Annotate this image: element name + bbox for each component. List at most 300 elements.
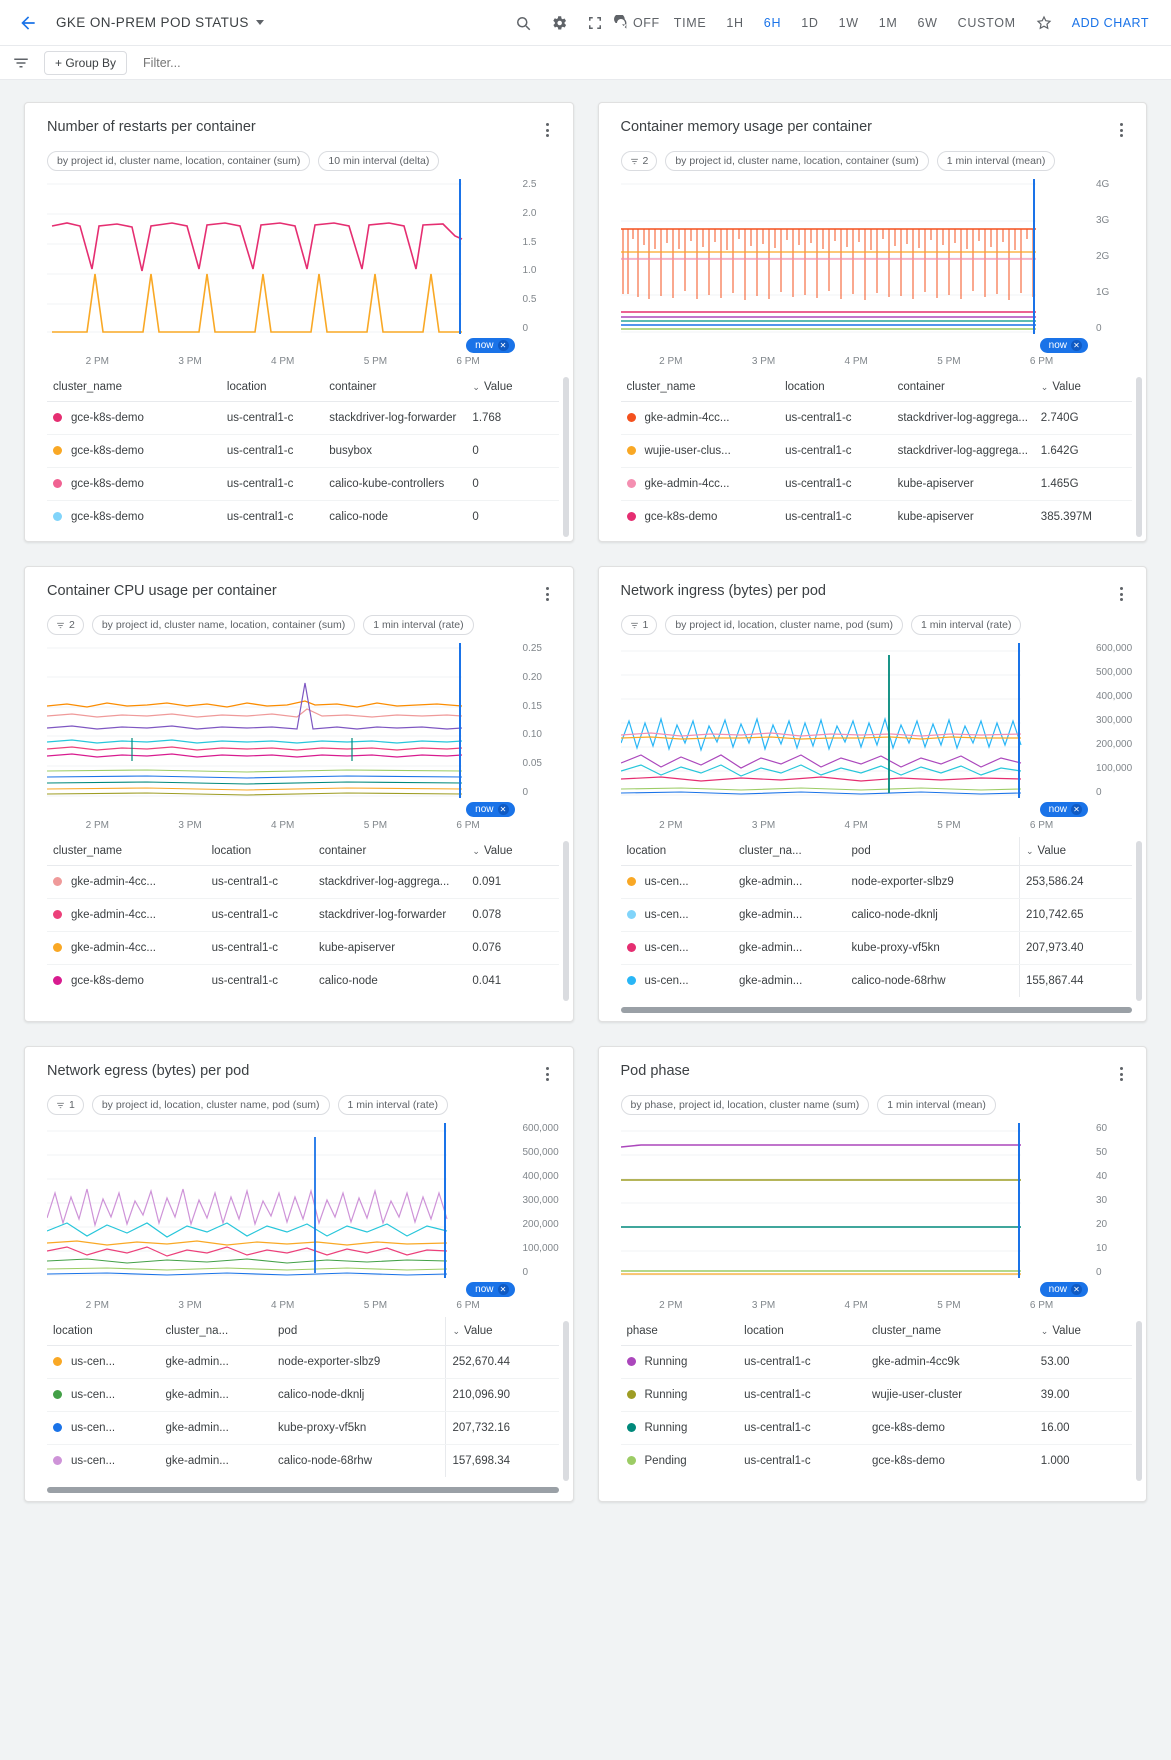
col-value[interactable]: ⌄ Value [466, 373, 558, 402]
cell-value: 253,586.24 [1019, 866, 1132, 899]
y-axis-labels [1092, 643, 1132, 798]
line-chart[interactable] [47, 1123, 559, 1298]
y-axis-labels [519, 179, 559, 334]
data-table [621, 373, 1133, 533]
chip-groupby[interactable]: by project id, location, cluster name, pod (sum) [92, 1095, 330, 1115]
card-container-cpu-usage-per-container [24, 566, 574, 1022]
table-row[interactable] [47, 932, 559, 965]
series-color-dot [627, 877, 636, 886]
card-menu-icon[interactable] [1110, 1063, 1132, 1085]
close-icon[interactable]: ✕ [1071, 340, 1082, 351]
x-tick: 6 PM [456, 356, 480, 367]
star-icon[interactable] [1026, 5, 1062, 41]
x-tick: 6 PM [1029, 356, 1054, 367]
range-1w[interactable]: 1W [838, 15, 859, 30]
cell-pod: calico-node-68rhw [851, 975, 946, 987]
col-cluster-name[interactable]: cluster_na... [733, 837, 846, 866]
y-tick: 0.10 [522, 729, 542, 741]
table-row[interactable] [621, 1379, 1133, 1412]
table-header-row [621, 373, 1133, 402]
legend-table [599, 831, 1147, 1005]
chart-svg [621, 1123, 1081, 1281]
table-scrollbar[interactable] [563, 377, 569, 537]
x-tick: 4 PM [271, 1300, 295, 1311]
x-tick: 4 PM [844, 356, 868, 367]
cell-location: us-central1-c [785, 511, 852, 523]
col-pod[interactable]: pod [846, 837, 1020, 866]
chart-grid [0, 80, 1171, 1528]
col-location[interactable]: location [221, 373, 323, 402]
cell-location: us-cen... [71, 1422, 116, 1434]
line-chart[interactable] [47, 179, 559, 354]
cell-location: us-central1-c [738, 1412, 866, 1445]
line-chart[interactable] [621, 643, 1133, 818]
col-value[interactable]: ⌄ Value [1019, 837, 1132, 866]
x-tick: 6 PM [1029, 820, 1054, 831]
table-header-row [47, 1317, 559, 1346]
cell-value: 385.397M [1040, 511, 1092, 523]
x-axis-labels [621, 354, 1133, 367]
x-tick: 6 PM [456, 1300, 480, 1311]
series-color-dot [53, 1423, 62, 1432]
card-title: Number of restarts per container [47, 119, 256, 135]
table-scrollbar[interactable] [563, 841, 569, 1001]
table-row[interactable] [621, 965, 1133, 998]
y-tick: 20 [1096, 1219, 1108, 1230]
table-row[interactable] [47, 1445, 559, 1478]
cell-cluster-name: gke-admin-4cc... [644, 412, 730, 424]
col-pod[interactable]: pod [272, 1317, 446, 1346]
card-network-ingress-bytes-per-pod [598, 566, 1148, 1022]
cell-container: calico-node [318, 975, 378, 987]
chart-svg [47, 179, 507, 337]
y-tick: 600,000 [1096, 643, 1133, 654]
x-tick: 3 PM [178, 820, 202, 831]
auto-refresh-label: OFF [632, 15, 660, 30]
plot-area [25, 1121, 573, 1311]
cell-location: us-cen... [644, 975, 689, 987]
card-menu-icon[interactable] [537, 1063, 559, 1085]
y-tick: 0.20 [522, 671, 542, 683]
fullscreen-icon[interactable] [577, 5, 613, 41]
table-row[interactable] [621, 1412, 1133, 1445]
cell-phase: Running [644, 1356, 688, 1368]
cell-cluster-name: gke-admin-4cc... [71, 942, 157, 954]
auto-refresh-toggle[interactable] [613, 15, 660, 31]
table-row[interactable] [47, 402, 559, 435]
card-title: Container memory usage per container [620, 119, 872, 135]
now-marker[interactable] [466, 1282, 514, 1297]
cell-location: us-central1-c [779, 435, 892, 468]
now-marker[interactable] [1040, 1282, 1088, 1297]
cell-cluster-name: gke-admin... [733, 866, 846, 899]
y-tick: 400,000 [522, 1171, 559, 1182]
card-pod-phase [598, 1046, 1148, 1502]
chip-filter-count[interactable]: 2 [47, 615, 84, 635]
y-tick: 3G [1096, 215, 1110, 226]
cell-pod: calico-node-68rhw [278, 1455, 372, 1467]
cell-container: stackdriver-log-forwarder [313, 899, 466, 932]
y-tick: 200,000 [1096, 739, 1133, 750]
now-marker[interactable] [466, 802, 514, 817]
table-scrollbar[interactable] [1136, 377, 1142, 537]
card-header [599, 1047, 1147, 1091]
y-tick: 0 [522, 1267, 529, 1278]
y-tick: 600,000 [522, 1123, 559, 1134]
table-scrollbar[interactable] [1136, 841, 1142, 1001]
cell-location: us-central1-c [206, 932, 313, 965]
table-row[interactable] [47, 501, 559, 534]
table-row[interactable] [621, 468, 1133, 501]
series-color-dot [53, 1357, 62, 1366]
cell-value: 1.000 [1040, 1455, 1070, 1467]
now-label: now [475, 340, 494, 351]
chip-interval[interactable]: 1 min interval (mean) [937, 151, 1056, 171]
table-row[interactable] [621, 402, 1133, 435]
x-axis-labels [621, 1298, 1133, 1311]
table-header-row [621, 1317, 1133, 1346]
table-row[interactable] [47, 899, 559, 932]
cell-location: us-central1-c [738, 1346, 866, 1379]
cell-location: us-central1-c [221, 435, 323, 468]
cell-value: 39.00 [1035, 1379, 1132, 1412]
table-row[interactable] [621, 1346, 1133, 1379]
cell-value: 0.091 [466, 866, 558, 899]
y-tick: 2.5 [522, 179, 537, 190]
y-tick: 30 [1096, 1195, 1108, 1206]
cell-value: 1.465G [1035, 468, 1132, 501]
now-label: now [1048, 340, 1067, 351]
search-icon[interactable] [505, 5, 541, 41]
table-row[interactable] [621, 899, 1133, 932]
range-1h[interactable]: 1H [726, 15, 744, 30]
col-value[interactable]: ⌄ Value [446, 1317, 559, 1346]
series-color-dot [53, 976, 62, 985]
cell-cluster-name: gke-admin-4cc... [71, 909, 157, 921]
y-tick: 300,000 [1096, 715, 1133, 726]
col-cluster-name[interactable]: cluster_name [47, 837, 206, 866]
x-tick: 5 PM [363, 356, 388, 367]
y-tick: 1.0 [522, 265, 537, 277]
card-menu-icon[interactable] [537, 583, 559, 605]
x-tick: 4 PM [844, 820, 868, 831]
card-header [25, 567, 573, 611]
close-icon[interactable]: ✕ [498, 340, 509, 351]
x-tick: 3 PM [751, 1300, 776, 1311]
chip-groupby[interactable]: by project id, location, cluster name, pod (sum) [665, 615, 903, 635]
x-tick: 2 PM [85, 356, 110, 367]
close-icon[interactable]: ✕ [1071, 1284, 1082, 1295]
chip-groupby[interactable]: by phase, project id, location, cluster name (sum) [621, 1095, 870, 1115]
cell-value: 0 [472, 511, 479, 523]
series-color-dot [627, 479, 636, 488]
close-icon[interactable]: ✕ [498, 1284, 509, 1295]
plot-area [25, 177, 573, 367]
now-marker[interactable] [1040, 338, 1088, 353]
add-chart-button[interactable]: ADD CHART [1071, 15, 1149, 30]
series-color-dot [627, 1357, 636, 1366]
x-tick: 5 PM [363, 1300, 388, 1311]
cell-location: us-central1-c [744, 1455, 811, 1467]
col-location[interactable]: location [47, 1317, 160, 1346]
table-row[interactable] [47, 1346, 559, 1379]
table-row[interactable] [47, 1379, 559, 1412]
card-chips [599, 1091, 1147, 1121]
col-value[interactable]: ⌄ Value [1035, 1317, 1132, 1346]
card-header [599, 103, 1147, 147]
filter-list-icon[interactable] [12, 54, 30, 72]
cell-value: 157,698.34 [446, 1445, 559, 1478]
cell-container: stackdriver-log-aggrega... [313, 866, 466, 899]
chip-interval[interactable]: 1 min interval (rate) [911, 615, 1021, 635]
cell-phase: Running [644, 1389, 688, 1401]
chip-filter-count[interactable]: 1 [47, 1095, 84, 1115]
x-tick: 5 PM [937, 356, 961, 367]
table-row[interactable] [47, 965, 559, 998]
y-tick: 40 [1096, 1171, 1108, 1182]
chip-groupby[interactable]: by project id, cluster name, location, container (sum) [47, 151, 310, 171]
table-row[interactable] [621, 501, 1133, 534]
table-row[interactable] [621, 866, 1133, 899]
chart-svg [47, 1123, 507, 1281]
card-menu-icon[interactable] [537, 119, 559, 141]
table-scrollbar[interactable] [563, 1321, 569, 1481]
x-tick: 2 PM [85, 1300, 110, 1311]
cell-cluster-name: gce-k8s-demo [644, 511, 718, 523]
x-axis-labels [47, 818, 559, 831]
now-label: now [475, 804, 494, 815]
y-tick: 500,000 [522, 1147, 559, 1158]
cell-cluster-name: gce-k8s-demo [71, 412, 144, 424]
table-row[interactable] [621, 1445, 1133, 1478]
col-container[interactable]: container [323, 373, 466, 402]
line-chart[interactable] [621, 1123, 1133, 1298]
cell-value: 0 [466, 435, 558, 468]
cell-container: calico-node [329, 511, 389, 523]
legend-table [599, 367, 1147, 541]
range-custom[interactable]: CUSTOM [957, 15, 1016, 30]
series-color-dot [53, 446, 62, 455]
cell-location: us-central1-c [779, 468, 892, 501]
col-cluster-name[interactable]: cluster_name [621, 373, 780, 402]
now-label: now [1048, 1284, 1067, 1295]
col-cluster-name[interactable]: cluster_name [47, 373, 221, 402]
card-chips [25, 1091, 573, 1121]
col-location[interactable]: location [206, 837, 313, 866]
table-header-row [47, 373, 559, 402]
chip-groupby[interactable]: by project id, cluster name, location, container (sum) [92, 615, 355, 635]
chip-interval[interactable]: 10 min interval (delta) [318, 151, 439, 171]
col-value[interactable]: ⌄ Value [1035, 373, 1132, 402]
card-chips [599, 147, 1147, 177]
chip-filter-count[interactable]: 1 [621, 615, 658, 635]
cell-cluster-name: gce-k8s-demo [866, 1412, 1035, 1445]
cell-value: 210,096.90 [446, 1379, 559, 1412]
line-chart[interactable] [621, 179, 1133, 354]
chip-groupby[interactable]: by project id, cluster name, location, container (sum) [665, 151, 928, 171]
cell-value: 252,670.44 [446, 1346, 559, 1379]
cell-location: us-cen... [644, 876, 689, 888]
close-icon[interactable]: ✕ [498, 804, 509, 815]
y-tick: 0.25 [522, 643, 542, 654]
cell-location: us-cen... [644, 909, 689, 921]
y-tick: 200,000 [522, 1219, 559, 1230]
gear-icon[interactable] [541, 5, 577, 41]
series-color-dot [627, 1423, 636, 1432]
cell-location: us-central1-c [206, 866, 313, 899]
cell-container: stackdriver-log-forwarder [323, 402, 466, 435]
data-table [47, 373, 559, 533]
legend-table [25, 831, 573, 1005]
cell-container: calico-kube-controllers [323, 468, 466, 501]
series-color-dot [53, 1390, 62, 1399]
cell-value: 1.768 [466, 402, 558, 435]
y-tick: 1.5 [522, 236, 537, 248]
cell-cluster-name: gke-admin... [165, 1455, 229, 1467]
plot-area [599, 641, 1147, 831]
chip-filter-count[interactable]: 2 [621, 151, 658, 171]
cell-cluster-name: wujie-user-cluster [866, 1379, 1035, 1412]
cell-container: kube-apiserver [313, 932, 466, 965]
cell-cluster-name: gke-admin... [160, 1412, 273, 1445]
cell-cluster-name: gke-admin... [733, 932, 846, 965]
plot-area [25, 641, 573, 831]
table-row[interactable] [47, 468, 559, 501]
range-6h[interactable]: 6H [763, 15, 782, 30]
close-icon[interactable]: ✕ [1071, 804, 1082, 815]
col-location[interactable]: location [621, 837, 734, 866]
table-row[interactable] [47, 435, 559, 468]
col-phase[interactable]: phase [621, 1317, 739, 1346]
col-value[interactable]: ⌄ Value [466, 837, 558, 866]
line-chart[interactable] [47, 643, 559, 818]
y-tick: 0.15 [522, 700, 542, 712]
cell-container: busybox [323, 435, 466, 468]
card-title: Network egress (bytes) per pod [47, 1063, 250, 1079]
cell-phase: Running [644, 1422, 688, 1434]
range-1m[interactable]: 1M [878, 15, 898, 30]
x-tick: 2 PM [85, 820, 110, 831]
cell-container: stackdriver-log-aggrega... [892, 435, 1035, 468]
series-color-dot [53, 512, 62, 521]
y-tick: 400,000 [1096, 691, 1133, 702]
series-color-dot [627, 446, 636, 455]
plot-area [599, 177, 1147, 367]
col-location[interactable]: location [779, 373, 892, 402]
cell-value: 207,973.40 [1019, 932, 1132, 965]
series-color-dot [53, 910, 62, 919]
now-label: now [475, 1284, 494, 1295]
plot-area [599, 1121, 1147, 1311]
card-chips [25, 611, 573, 641]
range-time[interactable]: TIME [673, 15, 707, 30]
cell-value: 1.642G [1035, 435, 1132, 468]
x-tick: 3 PM [178, 1300, 202, 1311]
series-color-dot [53, 943, 62, 952]
cell-cluster-name: gce-k8s-demo [71, 478, 144, 490]
table-horizontal-scrollbar[interactable] [47, 1487, 559, 1493]
table-horizontal-scrollbar[interactable] [621, 1007, 1133, 1013]
cell-value: 16.00 [1035, 1412, 1132, 1445]
cell-cluster-name: gke-admin... [739, 975, 803, 987]
y-tick: 100,000 [1096, 763, 1133, 774]
table-row[interactable] [621, 435, 1133, 468]
arrow-back-icon[interactable] [14, 9, 42, 37]
chart-svg [621, 179, 1081, 337]
table-row[interactable] [47, 866, 559, 899]
card-network-egress-bytes-per-pod [24, 1046, 574, 1502]
col-cluster-name[interactable]: cluster_na... [160, 1317, 273, 1346]
now-label: now [1048, 804, 1067, 815]
cell-value: 210,742.65 [1019, 899, 1132, 932]
cell-value: 2.740G [1035, 402, 1132, 435]
col-location[interactable]: location [738, 1317, 866, 1346]
cell-container: stackdriver-log-aggrega... [892, 402, 1035, 435]
col-cluster-name[interactable]: cluster_name [866, 1317, 1035, 1346]
table-row[interactable] [47, 1412, 559, 1445]
table-row[interactable] [621, 932, 1133, 965]
series-color-dot [627, 943, 636, 952]
cell-value: 0.076 [466, 932, 558, 965]
chip-interval[interactable]: 1 min interval (rate) [363, 615, 473, 635]
cell-value: 0.078 [466, 899, 558, 932]
now-marker[interactable] [466, 338, 514, 353]
series-color-dot [53, 479, 62, 488]
x-tick: 2 PM [659, 1300, 683, 1311]
range-1d[interactable]: 1D [801, 15, 819, 30]
cell-location: us-central1-c [738, 1379, 866, 1412]
cell-location: us-central1-c [221, 402, 323, 435]
x-tick: 3 PM [751, 356, 776, 367]
card-menu-icon[interactable] [1110, 119, 1132, 141]
cell-cluster-name: gke-admin... [160, 1379, 273, 1412]
x-axis-labels [621, 818, 1133, 831]
cell-pod: calico-node-dknlj [272, 1379, 446, 1412]
cell-value: 53.00 [1035, 1346, 1132, 1379]
card-menu-icon[interactable] [1110, 583, 1132, 605]
x-tick: 3 PM [178, 356, 202, 367]
filter-input[interactable] [141, 55, 1159, 71]
cell-container: kube-apiserver [897, 511, 974, 523]
chip-interval[interactable]: 1 min interval (mean) [877, 1095, 996, 1115]
y-tick: 2.0 [522, 207, 537, 219]
chevron-down-icon[interactable] [256, 20, 264, 25]
page-title: GKE ON-PREM POD STATUS [56, 15, 249, 30]
chart-svg [47, 643, 507, 801]
series-color-dot [627, 413, 636, 422]
y-tick: 300,000 [522, 1195, 559, 1206]
series-color-dot [53, 877, 62, 886]
y-tick: 60 [1096, 1123, 1108, 1134]
y-tick: 0.05 [522, 758, 542, 770]
range-6w[interactable]: 6W [917, 15, 938, 30]
cell-location: us-central1-c [779, 402, 892, 435]
x-tick: 5 PM [363, 820, 388, 831]
chip-interval[interactable]: 1 min interval (rate) [338, 1095, 448, 1115]
x-tick: 5 PM [937, 1300, 961, 1311]
col-container[interactable]: container [313, 837, 466, 866]
legend-table [599, 1311, 1147, 1485]
col-container[interactable]: container [892, 373, 1035, 402]
group-by-button[interactable]: + Group By [44, 51, 127, 75]
cell-cluster-name: gce-k8s-demo [71, 511, 144, 523]
now-marker[interactable] [1040, 802, 1088, 817]
card-header [25, 1047, 573, 1091]
table-scrollbar[interactable] [1136, 1321, 1142, 1481]
top-bar-actions [505, 5, 1157, 41]
y-tick: 10 [1096, 1243, 1108, 1254]
x-tick: 4 PM [271, 820, 295, 831]
